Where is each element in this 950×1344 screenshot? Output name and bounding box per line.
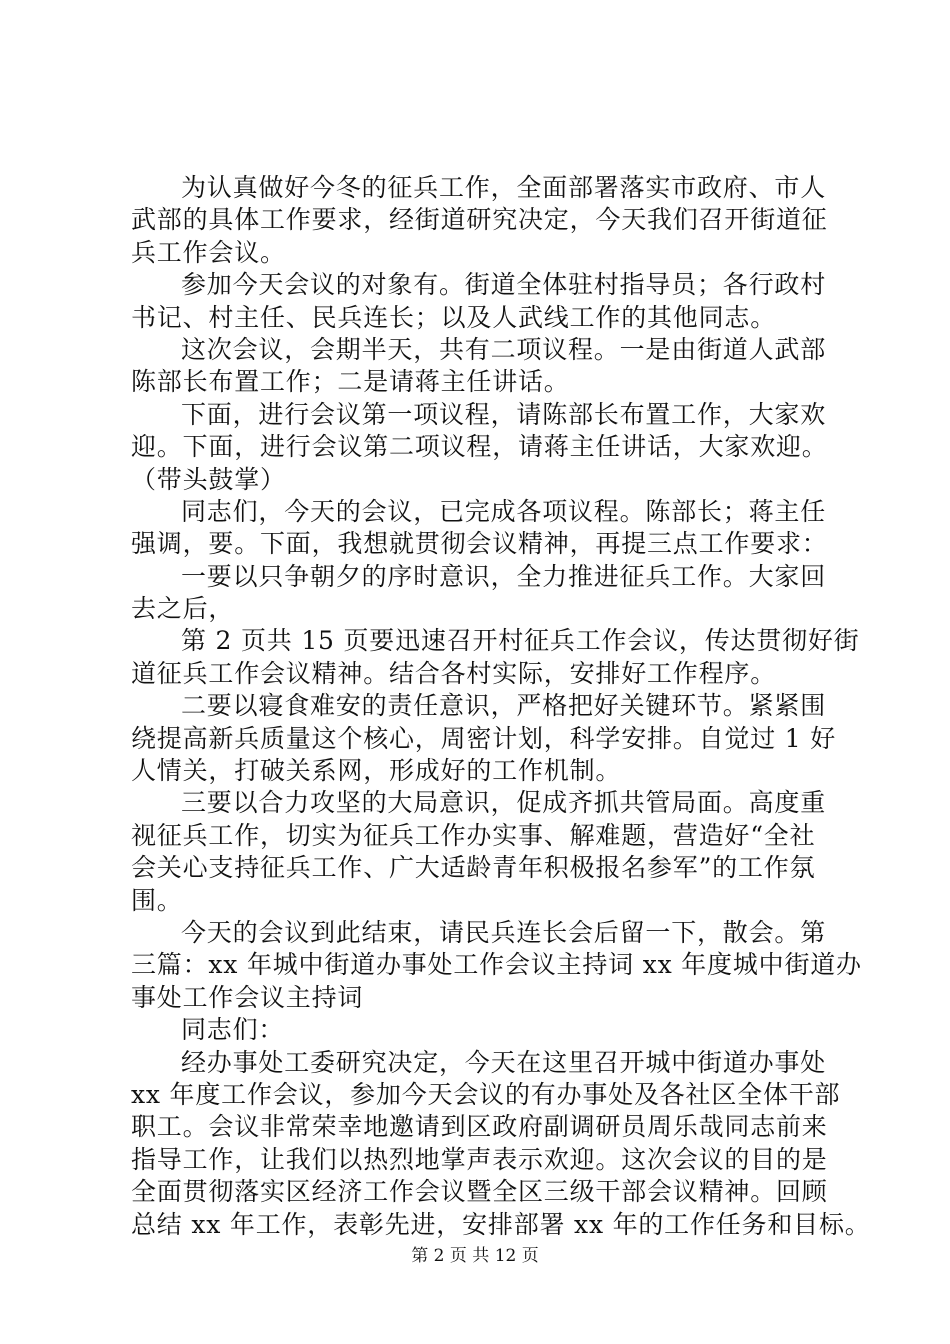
text-line: 视征兵工作，切实为征兵工作办实事、解难题，营造好“全社	[131, 820, 816, 850]
text-line: 武部的具体工作要求，经街道研究决定，今天我们召开街道征	[131, 205, 828, 235]
text-line: 总结 xx 年工作，表彰先进，安排部署 xx 年的工作任务和目标。	[131, 1209, 871, 1239]
text-line: 为认真做好今冬的征兵工作，全面部署落实市政府、市人	[181, 173, 827, 202]
text-line: 绕提高新兵质量这个核心，周密计划，科学安排。自觉过 1 好	[131, 723, 837, 753]
text-line: 会关心支持征兵工作、广大适龄青年积极报名参军”的工作氛	[131, 853, 816, 883]
text-line: 经办事处工委研究决定，今天在这里召开城中街道办事处	[181, 1047, 827, 1077]
document-body	[131, 172, 871, 1241]
text-line: 陈部长布置工作；二是请蒋主任讲话。	[131, 367, 570, 397]
text-line: 下面，进行会议第一项议程，请陈部长布置工作，大家欢	[181, 399, 827, 429]
text-line: 道征兵工作会议精神。结合各村实际，安排好工作程序。	[131, 658, 777, 688]
paragraph-2	[131, 269, 831, 334]
paragraph-4	[131, 399, 831, 496]
paragraph-12	[131, 1047, 871, 1241]
text-line: 第 2 页共 15 页要迅速召开村征兵工作会议，传达贯彻好街	[181, 626, 860, 656]
paragraph-9	[131, 787, 831, 917]
paragraph-10	[131, 917, 862, 1014]
text-line: 迎。下面，进行会议第二项议程，请蒋主任讲话，大家欢迎。	[131, 432, 828, 462]
text-line: 二要以寝食难安的责任意识，严格把好关键环节。紧紧围	[181, 691, 827, 721]
text-line: 人情关，打破关系网，形成好的工作机制。	[131, 756, 622, 786]
text-line: 同志们：	[181, 1015, 285, 1045]
text-line: 事处工作会议主持词	[131, 982, 364, 1012]
paragraph-3	[131, 334, 831, 399]
text-line: 这次会议，会期半天，共有二项议程。一是由街道人武部	[181, 334, 827, 364]
text-line: 围。	[131, 885, 183, 915]
paragraph-11	[131, 1014, 831, 1046]
text-line: 强调，要。下面，我想就贯彻会议精神，再提三点工作要求：	[131, 529, 828, 559]
text-line: 全面贯彻落实区经济工作会议暨全区三级干部会议精神。回顾	[131, 1177, 828, 1207]
page-footer	[0, 1245, 950, 1267]
text-line: 参加今天会议的对象有。街道全体驻村指导员；各行政村	[181, 270, 827, 300]
paragraph-1	[131, 172, 831, 269]
text-line: xx 年度工作会议，参加今天会议的有办事处及各社区全体干部	[131, 1079, 841, 1109]
text-line: 三篇：xx 年城中街道办事处工作会议主持词 xx 年度城中街道办	[131, 950, 862, 980]
text-line: 同志们，今天的会议，已完成各项议程。陈部长；蒋主任	[181, 496, 827, 526]
paragraph-8	[131, 690, 837, 787]
text-line: 职工。会议非常荣幸地邀请到区政府副调研员周乐哉同志前来	[131, 1112, 828, 1142]
text-line: 三要以合力攻坚的大局意识，促成齐抓共管局面。高度重	[181, 788, 827, 818]
page-number: 第 2 页 共 12 页	[411, 1246, 539, 1266]
paragraph-5	[131, 496, 831, 561]
text-line: 去之后，	[131, 594, 235, 624]
text-line: 书记、村主任、民兵连长；以及人武线工作的其他同志。	[131, 302, 777, 332]
text-line: 兵工作会议。	[131, 237, 286, 267]
text-line: 今天的会议到此结束，请民兵连长会后留一下，散会。第	[181, 917, 827, 947]
paragraph-7	[131, 625, 860, 690]
text-line: 指导工作，让我们以热烈地掌声表示欢迎。这次会议的目的是	[131, 1144, 828, 1174]
text-line: （带头鼓掌）	[131, 464, 286, 494]
paragraph-6	[131, 561, 831, 626]
text-line: 一要以只争朝夕的序时意识，全力推进征兵工作。大家回	[181, 561, 827, 591]
